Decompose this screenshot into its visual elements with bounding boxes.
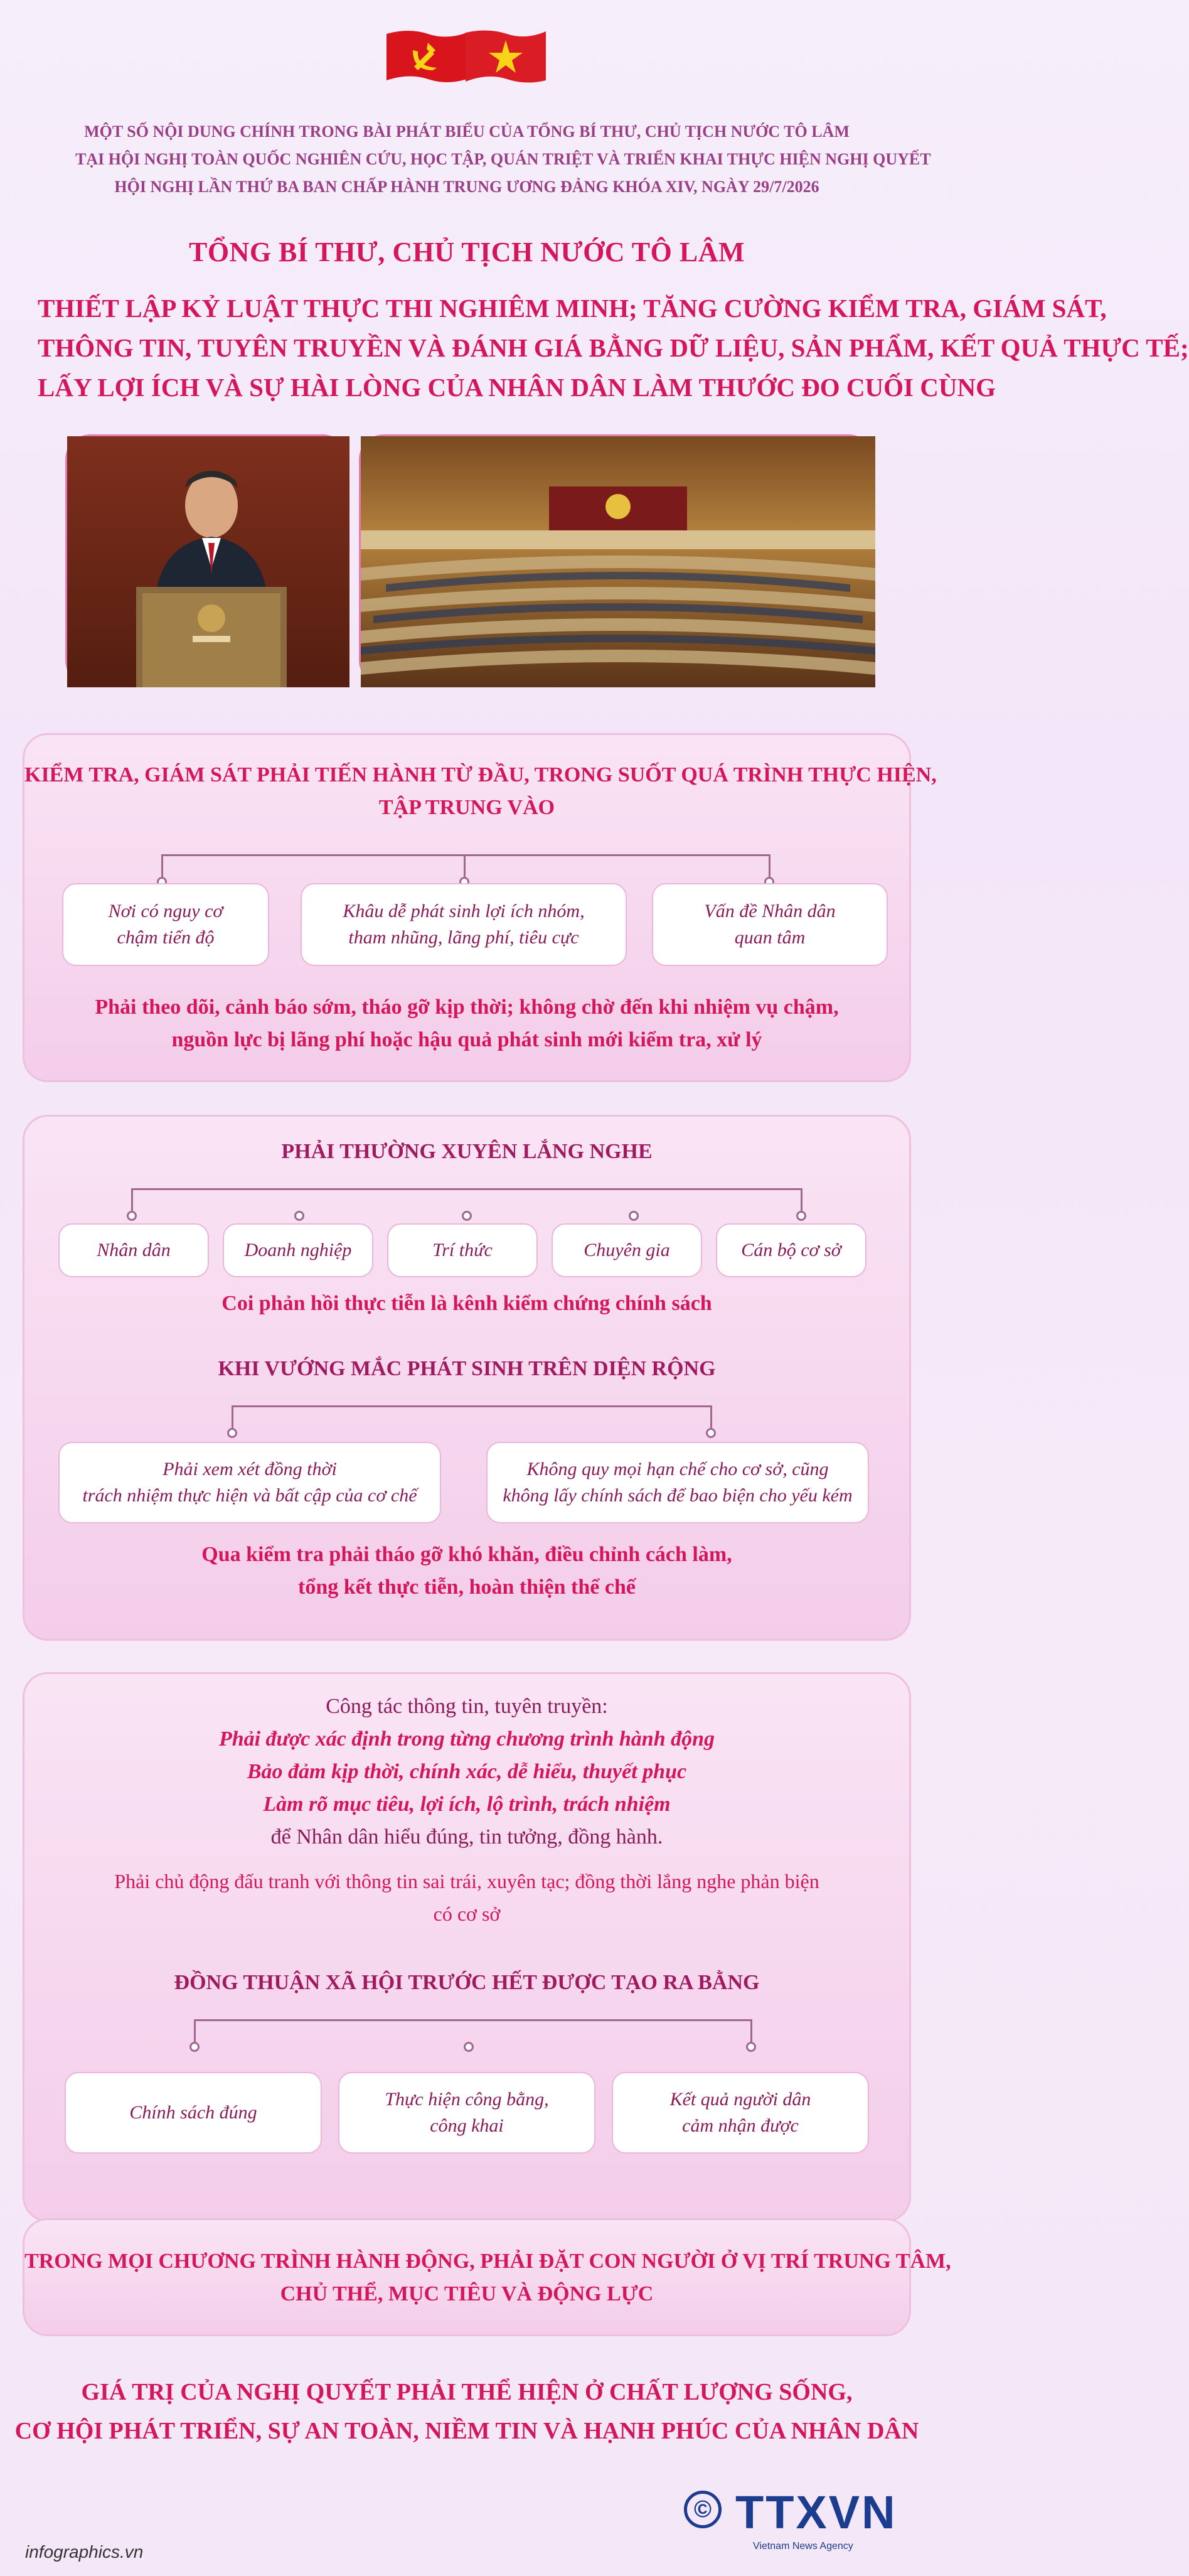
speaker-photo: [65, 434, 348, 685]
stakeholder-box: Nhân dân: [58, 1223, 209, 1277]
panel-3-lead: Công tác thông tin, tuyên truyền:: [326, 1695, 608, 1718]
panel-3-italic: Phải được xác định trong từng chương trình hành động Bảo đảm kịp thời, chính xác, dễ hiểu, thuyết phục Làm rõ mục tiêu, lợi ích, lộ trình, trách nhiệm: [218, 1727, 715, 1816]
connector-dot: [227, 1428, 237, 1438]
panel-1-text: Phải theo dõi, cảnh báo sớm, tháo gỡ kịp thời; không chờ đến khi nhiệm vụ chậm, nguồn lực bị lãng phí hoặc hậu quả phát sinh mới kiểm tra, xử lý: [95, 996, 839, 1051]
panel-1-title: KIỂM TRA, GIÁM SÁT PHẢI TIẾN HÀNH TỪ ĐẦU, TRONG SUỐT QUÁ TRÌNH THỰC HIỆN, TẬP TRUNG VÀO: [24, 763, 937, 819]
panel-2-note: Coi phản hồi thực tiễn là kênh kiểm chứng chính sách: [221, 1292, 712, 1315]
panel-3-text: Phải chủ động đấu tranh với thông tin sai trái, xuyên tạc; đồng thời lắng nghe phản biện có cơ sở: [114, 1870, 819, 1925]
logo-text: TTXVN: [735, 2486, 897, 2538]
connector-dot: [464, 2042, 474, 2052]
issue-box: Không quy mọi hạn chế cho cơ sở, cũng không lấy chính sách để bao biện cho yếu kém: [486, 1442, 869, 1523]
panel-listening: [23, 1115, 911, 1641]
connector-dot: [706, 1428, 716, 1438]
vietnam-flag-icon: [463, 28, 548, 85]
focus-box: Vấn đề Nhân dân quan tâm: [652, 883, 888, 966]
copyright-icon: ©: [684, 2491, 722, 2528]
focus-box: Khâu dễ phát sinh lợi ích nhóm, tham nhũng, lãng phí, tiêu cực: [301, 883, 627, 966]
stakeholder-box: Cán bộ cơ sở: [716, 1223, 866, 1277]
connector-line: [194, 2019, 752, 2021]
stakeholder-box: Chuyên gia: [552, 1223, 702, 1277]
logo-subtitle: Vietnam News Agency: [753, 2541, 853, 2552]
panel-communication: [23, 1672, 911, 2222]
panel-3-subtitle: ĐỒNG THUẬN XÃ HỘI TRƯỚC HẾT ĐƯỢC TẠO RA BẰNG: [174, 1971, 760, 1994]
issue-box: Phải xem xét đồng thời trách nhiệm thực hiện và bất cập của cơ chế: [58, 1442, 441, 1523]
source-url[interactable]: infographics.vn: [25, 2542, 144, 2562]
stakeholder-box: Doanh nghiệp: [223, 1223, 373, 1277]
stakeholder-box: Trí thức: [387, 1223, 538, 1277]
consensus-box: Thực hiện công bằng, công khai: [338, 2072, 595, 2154]
party-flag-icon: [384, 28, 469, 85]
leader-title: TỔNG BÍ THƯ, CHỦ TỊCH NƯỚC TÔ LÂM: [188, 237, 745, 267]
panel-4-text: TRONG MỌI CHƯƠNG TRÌNH HÀNH ĐỘNG, PHẢI ĐẶT CON NGƯỜI Ở VỊ TRÍ TRUNG TÂM, CHỦ THỂ, MỤC TIÊU VÀ ĐỘNG LỰC: [24, 2250, 951, 2305]
connector-dot: [462, 1211, 472, 1221]
consensus-box: Kết quả người dân cảm nhận được: [612, 2072, 869, 2154]
connector-dot: [746, 2042, 756, 2052]
consensus-box: Chính sách đúng: [65, 2072, 322, 2154]
intro-text: MỘT SỐ NỘI DUNG CHÍNH TRONG BÀI PHÁT BIỂU CỦA TỔNG BÍ THƯ, CHỦ TỊCH NƯỚC TÔ LÂM TẠI HỘI NGHỊ TOÀN QUỐC NGHIÊN CỨU, HỌC TẬP, QUÁN TRIỆT VÀ TRIỂN KHAI THỰC HIỆN NGHỊ QUYẾT HỘI NGHỊ LẦN THỨ BA BAN CHẤP HÀNH TRUNG ƯƠNG ĐẢNG KHÓA XIV, NGÀY 29/7/2026: [75, 122, 931, 196]
panel-people-centered: [23, 2218, 951, 2336]
connector-dot: [294, 1211, 304, 1221]
headline: THIẾT LẬP KỶ LUẬT THỰC THI NGHIÊM MINH; TĂNG CƯỜNG KIỂM TRA, GIÁM SÁT, THÔNG TIN, TUYÊN TRUYỀN VÀ ĐÁNH GIÁ BẰNG DỮ LIỆU, SẢN PHẨM, KẾT QUẢ THỰC TẾ; LẤY LỢI ÍCH VÀ SỰ HÀI LÒNG CỦA NHÂN DÂN LÀM THƯỚC ĐO CUỐI CÙNG: [38, 294, 1189, 402]
assembly-hall-photo: [359, 434, 873, 685]
panel-3-plain: để Nhân dân hiểu đúng, tin tưởng, đồng hành.: [270, 1825, 663, 1849]
connector-line: [161, 854, 770, 856]
panel-2-subtitle: KHI VƯỚNG MẮC PHÁT SINH TRÊN DIỆN RỘNG: [218, 1357, 716, 1380]
connector-line: [232, 1405, 712, 1407]
panel-inspection: [23, 733, 937, 1082]
panel-2-text: Qua kiểm tra phải tháo gỡ khó khăn, điều chỉnh cách làm, tổng kết thực tiễn, hoàn thiện thể chế: [201, 1543, 732, 1599]
connector-dot: [796, 1211, 806, 1221]
connector-dot: [127, 1211, 137, 1221]
connector-line: [131, 1188, 802, 1190]
final-statement: GIÁ TRỊ CỦA NGHỊ QUYẾT PHẢI THỂ HIỆN Ở CHẤT LƯỢNG SỐNG, CƠ HỘI PHÁT TRIỂN, SỰ AN TOÀN, NIỀM TIN VÀ HẠNH PHÚC CỦA NHÂN DÂN: [14, 2379, 919, 2444]
focus-box: Nơi có nguy cơ chậm tiến độ: [62, 883, 269, 966]
connector-dot: [629, 1211, 639, 1221]
connector-dot: [189, 2042, 200, 2052]
panel-2-title: PHẢI THƯỜNG XUYÊN LẮNG NGHE: [281, 1140, 653, 1163]
ttxvn-logo: [684, 2486, 910, 2561]
